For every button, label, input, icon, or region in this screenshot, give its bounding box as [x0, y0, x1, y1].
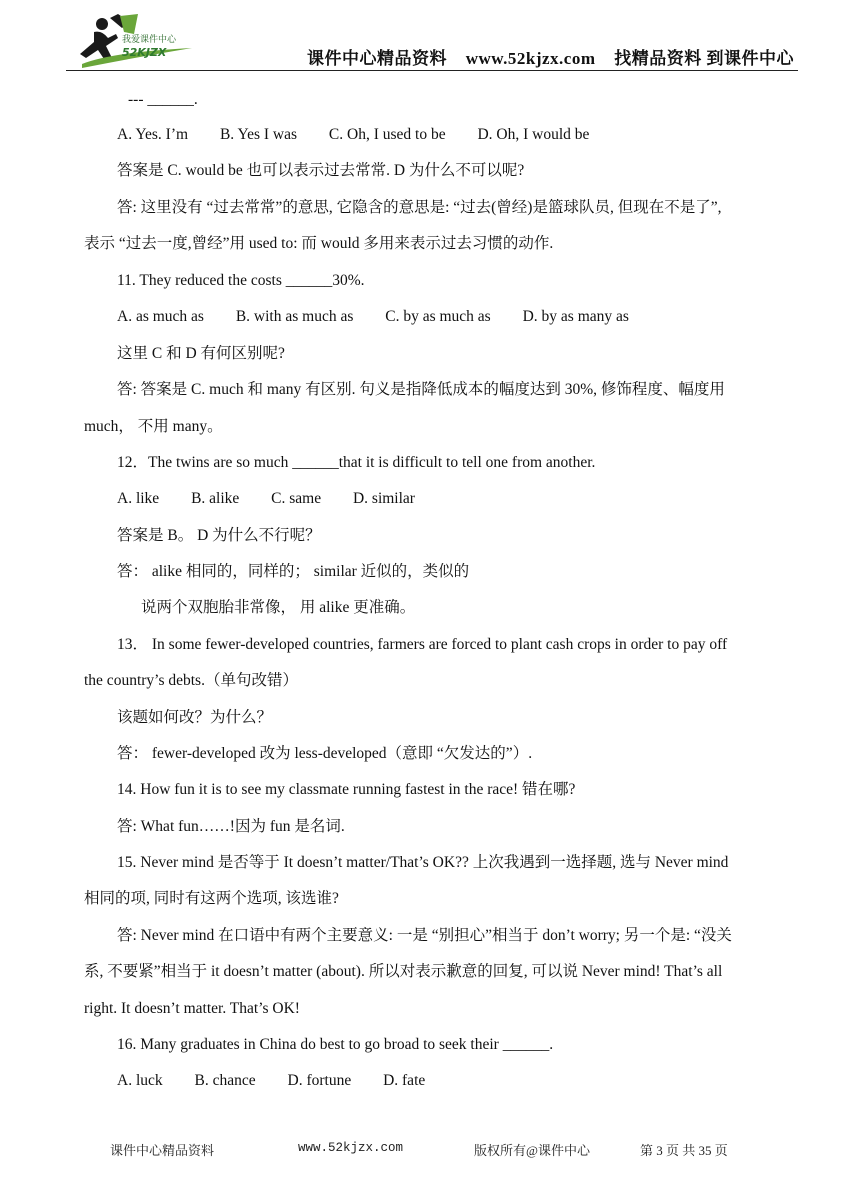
option-c: C. Oh, I used to be	[328, 126, 446, 143]
text-line: 答: 这里没有 “过去常常”的意思, 它隐含的意思是: “过去(曾经)是篮球队员, 但现在不是了”,	[117, 199, 722, 216]
option-d: D. fate	[383, 1072, 426, 1089]
option-b: B. chance	[194, 1072, 256, 1089]
text-line: 该题如何改？为什么？	[117, 709, 273, 726]
options-row	[117, 125, 617, 145]
header-item-title: 课件中心精品资料	[306, 49, 447, 68]
text-line: 说两个双胞胎非常像， 用 alike 更准确。	[141, 599, 416, 616]
site-logo	[72, 12, 200, 70]
footer-copyright: 版权所有@课件中心	[474, 1143, 590, 1158]
text-line: 答: What fun……!因为 fun 是名词.	[117, 818, 345, 835]
question-15: 15. Never mind 是否等于 It doesn’t matter/That’s OK?? 上次我遇到一选择题, 选与 Never mind	[117, 854, 729, 871]
page-header	[0, 0, 860, 80]
options-row	[117, 1071, 453, 1091]
question-16: 16. Many graduates in China do best to go broad to seek their ______.	[117, 1036, 554, 1053]
option-a: A. luck	[117, 1072, 163, 1089]
option-a: A. Yes. I’m	[117, 126, 189, 143]
option-c: C. same	[271, 490, 322, 507]
option-a: A. as much as	[117, 308, 204, 325]
header-text	[293, 44, 794, 69]
text-line: 答案是 B。 D 为什么不行呢？	[117, 527, 321, 544]
option-a: A. like	[117, 490, 160, 507]
option-b: B. alike	[191, 490, 240, 507]
header-divider	[66, 70, 798, 71]
logo-text-bottom: 52KJZX	[122, 46, 167, 59]
text-line: 相同的项, 同时有这两个选项, 该选谁?	[84, 890, 339, 907]
option-d: D. similar	[352, 490, 415, 507]
text-line: 答: 答案是 C. much 和 many 有区别. 句义是指降低成本的幅度达到 30%, 修饰程度、幅度用	[117, 381, 725, 398]
text-line: 系, 不要紧”相当于 it doesn’t matter (about). 所以对表示歉意的回复, 可以说 Never mind! That’s all	[84, 963, 723, 980]
option-c: C. by as much as	[385, 308, 491, 325]
option-b: B. with as much as	[235, 308, 354, 325]
text-line: much， 不用 many。	[84, 418, 223, 435]
footer-url[interactable]: www.52kjzx.com	[298, 1141, 404, 1155]
text-line: 答: Never mind 在口语中有两个主要意义: 一是 “别担心”相当于 don’t worry; 另一个是: “没关	[117, 927, 732, 944]
header-item-url[interactable]: www.52kjzx.com	[465, 49, 596, 68]
text-line: 答案是 C. would be 也可以表示过去常常. D 为什么不可以呢?	[117, 162, 525, 179]
question-14: 14. How fun it is to see my classmate running fastest in the race! 错在哪?	[117, 781, 576, 798]
question-12: 12．The twins are so much ______that it is difficult to tell one from another.	[117, 454, 596, 471]
options-row	[117, 489, 443, 509]
question-13: 13． In some fewer-developed countries, farmers are forced to plant cash crops in order to pay off	[117, 636, 728, 653]
option-b: B. Yes I was	[219, 126, 298, 143]
text-line: 答： fewer-developed 改为 less-developed（意即 “欠发达的”）.	[117, 745, 533, 762]
text-line: the country’s debts.（单句改错）	[84, 672, 298, 689]
question-11: 11. They reduced the costs ______30%.	[117, 272, 365, 289]
option-d: D. Oh, I would be	[477, 126, 590, 143]
text-line: 表示 “过去一度,曾经”用 used to: 而 would 多用来表示过去习惯的动作.	[84, 235, 554, 252]
option-d: D. by as many as	[522, 308, 629, 325]
page-footer	[0, 1140, 860, 1160]
footer-page-number: 第 3 页 共 35 页	[640, 1143, 728, 1158]
text-line: right. It doesn’t matter. That’s OK!	[84, 1000, 300, 1017]
options-row	[117, 307, 657, 327]
text-line: 这里 C 和 D 有何区别呢?	[117, 345, 285, 362]
header-item-slogan: 找精品资料 到课件中心	[614, 49, 794, 68]
text-line: 答： alike 相同的，同样的； similar 近似的，类似的	[117, 563, 470, 580]
logo-text-top: 我爱课件中心	[122, 35, 177, 45]
option-c: D. fortune	[287, 1072, 352, 1089]
text-line: --- ______.	[128, 91, 198, 108]
footer-site-name: 课件中心精品资料	[110, 1143, 215, 1158]
